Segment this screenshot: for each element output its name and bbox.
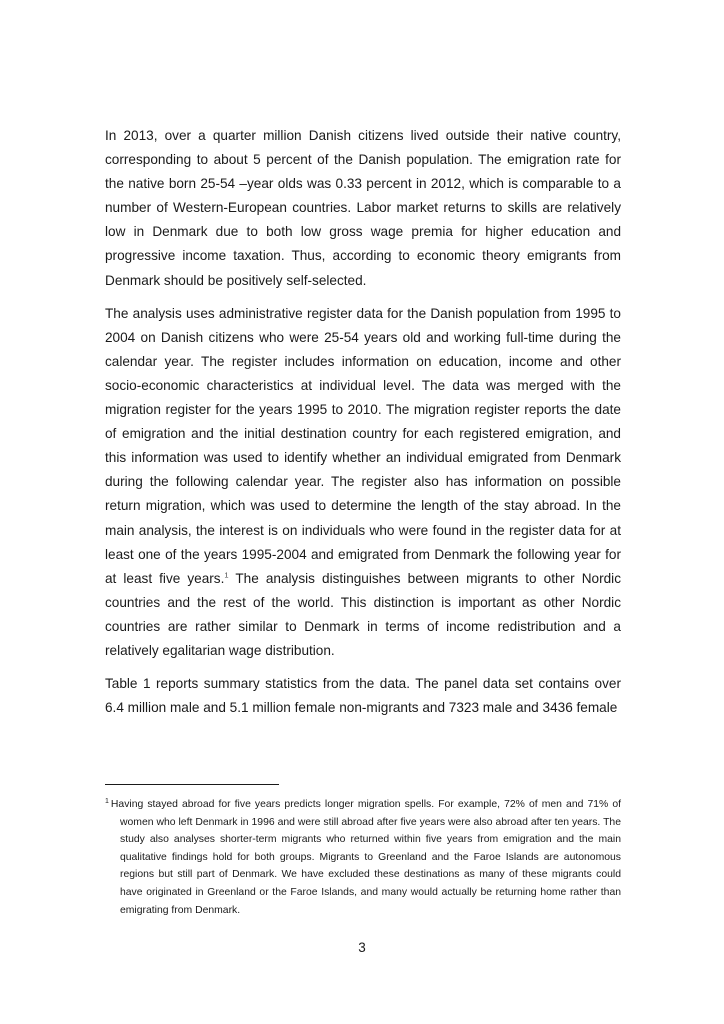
paragraph-summary-statistics: Table 1 reports summary statistics from the data. The panel data set contains over 6.4 million male and 5.1 million female non-migrants and 7323 male and 3436 female bbox=[105, 676, 621, 716]
footnote-number: 1 bbox=[105, 797, 109, 805]
footnote-text: Having stayed abroad for five years predicts longer migration spells. For example, 72% of men and 71% of women who left Denmark in 1996 and were still abroad after five years were also abroad after ten years. The study also analyses shorter-term migrants who returned within five years from emigration and the main qualitative findings hold for both groups. Migrants to Greenland and the Faroe Islands are autonomous regions but still part of Denmark. We have excluded these destinations as many of these migrants could have originated in Greenland or the Faroe Islands, and many would actually be returning home rather than emigrating from Denmark. bbox=[110, 799, 621, 916]
paragraph-data-description-text: The analysis uses administrative register data for the Danish population from 1995 to 2004 on Danish citizens who were 25-54 years old and working full-time during the calendar year. The register includes information on education, income and other socio-economic characteristics at individual level. The data was merged with the migration register for the years 1995 to 2010. The migration register reports the date of emigration and the initial destination country for each registered emigration, and this information was used to identify whether an individual emigrated from Denmark during the following calendar year. The register also has information on possible return migration, which was used to determine the length of the stay abroad. In the main analysis, the interest is on individuals who were found in the register data for at least one of the years 1995-2004 and emigrated from Denmark the following year for at least five years. bbox=[105, 305, 621, 586]
footnote-separator bbox=[105, 784, 279, 785]
footnote-reference[interactable]: 1 bbox=[224, 570, 229, 580]
footnote bbox=[105, 796, 621, 919]
footnote-body bbox=[105, 796, 621, 919]
body-text bbox=[105, 124, 621, 729]
paragraph-data-description-continued: The analysis distinguishes between migrants to other Nordic countries and the rest of the world. This distinction is important as other Nordic countries are rather similar to Denmark in terms of income redistribution and a relatively egalitarian wage distribution. bbox=[105, 570, 621, 658]
paragraph-emigration-overview: In 2013, over a quarter million Danish citizens lived outside their native country, corresponding to about 5 percent of the Danish population. The emigration rate for the native born 25-54 –year olds was 0.33 percent in 2012, which is comparable to a number of Western-European countries. Labor market returns to skills are relatively low in Denmark due to both low gross wage premia for higher education and progressive income taxation. Thus, according to economic theory emigrants from Denmark should be positively self-selected. bbox=[105, 128, 621, 288]
paragraph-data-description bbox=[105, 302, 621, 663]
page-number: 3 bbox=[358, 940, 366, 955]
